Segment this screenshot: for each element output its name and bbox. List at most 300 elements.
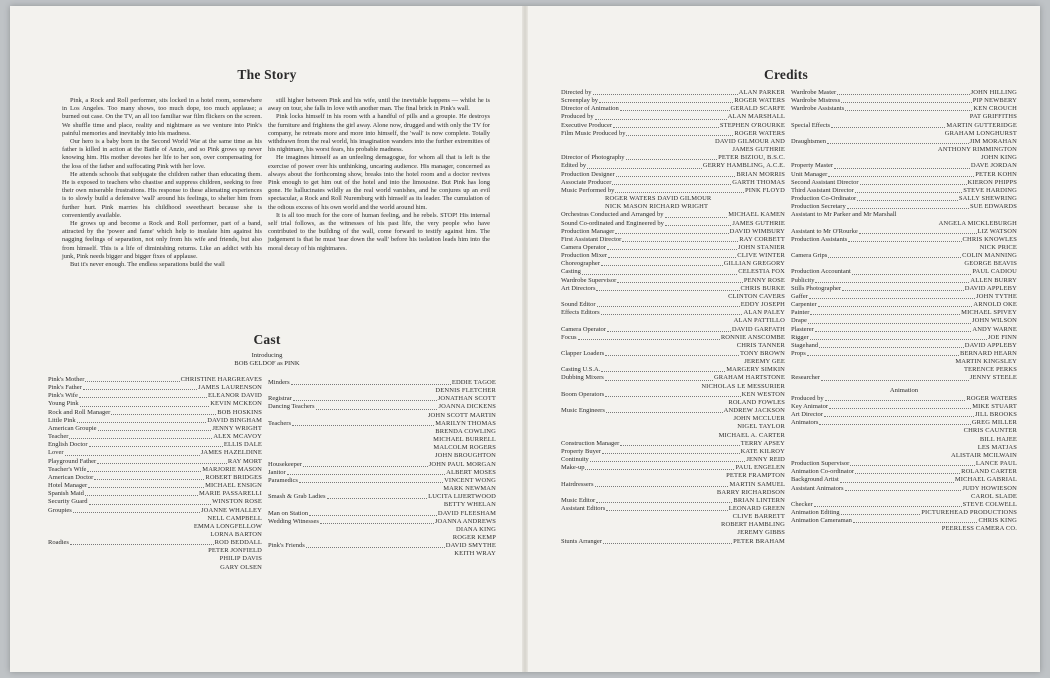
left-page	[10, 6, 524, 672]
credit-row	[561, 440, 785, 448]
credit-row	[561, 538, 785, 546]
credit-role: Focus	[561, 333, 577, 341]
dot-leader	[605, 380, 713, 381]
credit-role: Publicity	[791, 276, 815, 284]
story-paragraph: He grows up and become a Rock and Roll performer, part of a band, attracted by the 'power and fame' which help to insulate him against his nagging feelings of separation, not only from his wife and friends, but also from himself. This is a life of diminishing returns. Like an addict with his junk, Pink needs bigger and bigger fixes of applause.	[62, 220, 262, 260]
credit-name: PINK FLOYD	[745, 186, 785, 194]
credit-row	[561, 105, 785, 113]
credit-role: Production Mixer	[561, 252, 608, 260]
credit-name: PAUL ENGELEN	[735, 464, 785, 472]
credit-row	[561, 334, 785, 342]
credit-role: Researcher	[791, 374, 820, 382]
story-heading: The Story	[237, 67, 297, 82]
credit-name: KEVIN MCKEON	[210, 400, 262, 408]
credit-role: Choreographer	[561, 260, 600, 268]
credit-row	[268, 461, 496, 469]
dot-leader	[847, 208, 969, 209]
credit-role: Director of Animation	[561, 105, 619, 113]
credit-name: JOHN SCOTT MARTIN	[427, 411, 496, 419]
credit-row	[48, 466, 262, 474]
dot-leader	[626, 135, 733, 136]
dot-leader	[606, 412, 723, 413]
dot-leader	[88, 487, 204, 488]
credit-role: Clapper Loaders	[561, 350, 605, 357]
dot-leader	[827, 143, 969, 144]
credit-row	[561, 285, 785, 293]
credit-role: Animation Editing	[791, 508, 840, 516]
credit-name: KEITH WRAY	[454, 550, 496, 558]
credit-name: ANTHONY RIMMINGTON	[937, 146, 1017, 154]
credit-name: DAVID FLEESHAM	[437, 509, 496, 517]
credit-row	[48, 433, 262, 441]
credit-row	[268, 379, 496, 387]
credit-name: GREG MILLER	[971, 419, 1017, 427]
credit-name: CLIVE WINTER	[737, 252, 785, 260]
credit-role: Drape	[791, 317, 807, 325]
credit-name: ROGER KEMP	[452, 533, 496, 541]
credit-row	[561, 260, 785, 268]
credit-name: NIGEL TAYLOR	[737, 423, 785, 431]
credit-name: JOHN STANIER	[738, 243, 785, 251]
credit-row	[561, 497, 785, 505]
credit-name: JOHN BROUGHTON	[434, 452, 496, 460]
dot-leader	[859, 233, 977, 234]
dot-leader	[814, 506, 962, 507]
credit-name: ALAN PALEY	[743, 309, 785, 317]
credit-role: Special Effects	[791, 121, 831, 129]
credit-name: LANCE PAUL	[975, 460, 1017, 468]
dot-leader	[665, 217, 728, 218]
credit-name: COLIN MANNING	[962, 252, 1017, 260]
programme-spread	[10, 6, 1040, 672]
credit-role: Pink's Wife	[48, 392, 78, 400]
credit-row	[48, 392, 262, 400]
dot-leader	[596, 502, 732, 503]
credit-name: LEONARD GREEN	[728, 504, 785, 512]
credit-role: Production Secretary	[791, 203, 846, 211]
dot-leader	[97, 463, 227, 464]
credit-name: JENNY REID	[746, 456, 785, 464]
credit-name: STEVE HARDING	[963, 186, 1017, 194]
dot-leader	[841, 514, 921, 515]
credit-name: TONY BROWN	[739, 350, 785, 357]
credit-role: Plasterer	[791, 325, 814, 333]
dot-leader	[79, 397, 207, 398]
dot-leader	[860, 184, 967, 185]
credit-role: Playground Father	[48, 457, 97, 465]
credit-name: ROGER WATERS	[966, 394, 1017, 402]
credit-name: DAVID SMYTHE	[445, 542, 496, 550]
credit-name: DAVID APPLEBY	[964, 284, 1017, 292]
credit-role: Production Assistants	[791, 235, 848, 243]
dot-leader	[293, 400, 437, 401]
dot-leader	[815, 331, 972, 332]
credit-row	[791, 309, 1017, 317]
credit-row	[561, 456, 785, 464]
credit-name: CHRIS BURKE	[740, 284, 785, 292]
dot-leader	[601, 371, 725, 372]
dot-leader	[292, 425, 434, 426]
credit-role: Security Guard	[48, 498, 88, 506]
credit-name: MALCOLM ROGERS	[433, 444, 496, 452]
credit-name: DAVID WIMBURY	[729, 227, 785, 235]
credit-name: JOHN PAUL MORGAN	[428, 460, 496, 468]
credit-role: Animation Cameraman	[791, 517, 852, 525]
credit-role: Spanish Maid	[48, 490, 84, 498]
credit-row	[561, 187, 785, 195]
dot-leader	[821, 380, 969, 381]
credit-name: PETER FRAMPTON	[726, 472, 785, 480]
dot-leader	[815, 282, 969, 283]
credit-name: PICTUREHEAD PRODUCTIONS	[921, 508, 1017, 516]
dot-leader	[622, 241, 738, 242]
credit-role: Registrar	[268, 395, 292, 403]
credit-role: Art Directors	[561, 284, 596, 292]
credit-row	[791, 138, 1017, 146]
credit-name: BILL HAJEE	[979, 435, 1017, 443]
credit-name: JIM MORAHAN	[969, 137, 1017, 145]
credit-row	[561, 481, 785, 489]
credit-name: JILL BROOKS	[974, 411, 1017, 419]
credit-role: Production Accountant	[791, 268, 851, 276]
credit-name: MARTIN KINGSLEY	[955, 358, 1017, 366]
credit-name: ROD BEDDALL	[214, 539, 262, 547]
credit-name: GRAHAM LONGHURST	[944, 129, 1017, 137]
cast-column-2	[268, 379, 496, 558]
dot-leader	[608, 257, 736, 258]
credit-name: ARNOLD OKE	[973, 301, 1017, 309]
credit-role: Hotel Manager	[48, 482, 88, 490]
credit-row	[791, 277, 1017, 285]
credit-row	[48, 458, 262, 466]
credit-row	[791, 187, 1017, 195]
dot-leader	[845, 110, 972, 111]
credit-row	[791, 350, 1017, 358]
dot-leader	[73, 512, 200, 513]
credit-name: KIERON PHIPPS	[967, 178, 1017, 186]
credit-name: DENNIS FLETCHER	[435, 387, 496, 395]
dot-leader	[848, 241, 961, 242]
credit-name: PHILIP DAVIS	[219, 555, 262, 563]
credit-role: Music Performed by	[561, 186, 615, 194]
credit-name: CHRIS KNOWLES	[962, 235, 1017, 243]
credit-name: MICHAEL ENSIGN	[205, 482, 262, 490]
credit-name: NELL CAMPBELL	[207, 514, 262, 522]
dot-leader	[287, 474, 445, 475]
dot-leader	[615, 192, 744, 193]
section-subheading: Assistant to Mr Parker and Mr Marshall	[791, 211, 897, 219]
credit-role: Wardrobe Master	[791, 89, 837, 96]
credit-role: Second Assistant Director	[791, 178, 859, 186]
credit-name: CELESTIA FOX	[738, 268, 785, 276]
story-paragraph: But it's never enough. The endless separations build the wall	[70, 261, 225, 269]
cast-heading: Cast	[253, 332, 281, 347]
credit-row	[791, 228, 1017, 236]
credit-role: Man on Station	[268, 509, 309, 517]
credit-role: Wardrobe Assistants	[791, 105, 845, 113]
credit-name: KEN WESTON	[741, 390, 785, 398]
credit-row	[48, 417, 262, 425]
credit-name: ELLIS DALE	[223, 441, 262, 449]
credit-name: MARILYN THOMAS	[435, 419, 496, 427]
story-paragraph: He attends schools that subjugate the children rather than educating them. He is exposed to teachers who chastise and suppress children, seeking to free their own miserable frustrations. His response to these alienating experiences is to slowly build a defensive 'wall' around his feelings, to shelter him from further hurt. Pink marries his childhood sweetheart because she is conveniently available.	[62, 170, 262, 219]
credit-name: BARRY RICHARDSON	[716, 488, 785, 496]
credit-name: VINCENT WONG	[444, 476, 496, 484]
credit-name-group: ROGER WATERS DAVID GILMOUR	[605, 195, 712, 203]
credit-row	[791, 97, 1017, 105]
credit-name: DAVID BINGHAM	[207, 416, 262, 424]
dot-leader	[841, 102, 972, 103]
dot-leader	[845, 490, 962, 491]
credit-name: ANDY WARNE	[972, 325, 1017, 333]
credit-role: First Assistant Director	[561, 235, 622, 243]
dot-leader	[595, 119, 727, 120]
credit-role: Production Supervisor	[791, 460, 850, 468]
dot-leader	[593, 94, 738, 95]
credit-row	[791, 171, 1017, 179]
credit-name: DAVID GILMOUR AND	[715, 137, 785, 145]
credit-name: JONATHAN SCOTT	[437, 395, 496, 403]
dot-leader	[617, 282, 743, 283]
credit-role: Teachers	[268, 419, 292, 427]
credit-name: GILLIAN GREGORY	[723, 260, 785, 268]
credit-role: Stunts Arranger	[561, 537, 602, 545]
dot-leader	[85, 381, 179, 382]
dot-leader	[602, 453, 740, 454]
dot-leader	[810, 339, 987, 340]
credit-name: KATE KILROY	[740, 447, 785, 455]
credit-role: Directed by	[561, 89, 592, 96]
dot-leader	[819, 347, 964, 348]
dot-leader	[291, 384, 451, 385]
credit-role: Screenplay by	[561, 97, 599, 105]
credit-name: GEORGE BEAVIS	[964, 260, 1017, 268]
credit-role: Paramedics	[268, 476, 298, 484]
credit-name: MICHAEL BURRELL	[433, 436, 496, 444]
credit-row	[48, 507, 262, 515]
credit-name: JOANNA DICKENS	[438, 403, 496, 411]
credit-role: Draughtsmen	[791, 137, 827, 145]
credit-name: JAMES HAZELDINE	[200, 449, 262, 457]
credit-role: Unit Manager	[791, 170, 828, 178]
credit-name: KEN CROUCH	[973, 105, 1017, 113]
dot-leader	[590, 461, 746, 462]
credit-row	[791, 395, 1017, 403]
dot-leader	[607, 249, 737, 250]
credit-row	[48, 490, 262, 498]
dot-leader	[819, 424, 970, 425]
credit-name: EDDIE TAGOE	[451, 379, 496, 386]
credit-role: Teacher's Wife	[48, 465, 87, 473]
credit-role: Gaffer	[791, 292, 808, 300]
dot-leader	[809, 298, 975, 299]
credit-role: Assistant Animators	[791, 484, 844, 492]
dot-leader	[807, 355, 959, 356]
credit-role: Director of Photography	[561, 154, 625, 162]
credit-name: ROBERT BRIDGES	[205, 473, 262, 481]
dot-leader	[89, 446, 223, 447]
credit-role: Production Co-Ordinator	[791, 195, 857, 203]
credit-name: PENNY ROSE	[743, 276, 785, 284]
dot-leader	[327, 498, 428, 499]
credit-name: GERALD SCARFE	[730, 105, 785, 113]
credit-role: Edited by	[561, 162, 587, 170]
credit-name: LUCITA LIJERTWOOD	[428, 493, 496, 501]
credit-row	[561, 350, 785, 358]
credit-role: Animators	[791, 419, 819, 427]
credit-row	[561, 228, 785, 236]
credit-name: ALLEN BURRY	[970, 276, 1017, 284]
credit-name: CHRISTINE HARGREAVES	[180, 376, 262, 383]
credit-name: JOANNA ANDREWS	[434, 517, 496, 525]
dot-leader	[299, 482, 443, 483]
credit-role: Effects Editors	[561, 309, 600, 317]
credit-role: Camera Operator	[561, 325, 606, 333]
credit-row	[48, 384, 262, 392]
dot-leader	[587, 168, 702, 169]
credit-name: STEVE COLWELL	[962, 500, 1017, 508]
dot-leader	[303, 466, 428, 467]
credit-name: JEREMY GEE	[744, 358, 785, 366]
credit-role: Casting U.S.A.	[561, 366, 601, 374]
credit-name: ELEANOR DAVID	[207, 392, 262, 400]
credit-name: RAY MORT	[227, 457, 262, 465]
credit-name: BERNARD HEARN	[959, 350, 1017, 357]
credit-row	[791, 419, 1017, 427]
credit-name: CHRIS TANNER	[736, 341, 785, 349]
credit-name: STEPHEN O'ROURKE	[719, 121, 785, 129]
dot-leader	[828, 257, 961, 258]
credit-role: Stills Photographer	[791, 284, 842, 292]
credit-row	[791, 179, 1017, 187]
credit-name: MARGERY SIMKIN	[726, 366, 785, 374]
credit-name: JOHN KING	[981, 154, 1017, 162]
dot-leader	[855, 473, 960, 474]
credit-role: Music Engineers	[561, 407, 605, 415]
dot-leader	[601, 265, 723, 266]
credit-name: PIP NEWBERY	[972, 97, 1017, 105]
credit-name: EDDY JOSEPH	[740, 301, 785, 309]
dot-leader	[582, 274, 737, 275]
credit-name: MIKE STUART	[972, 402, 1017, 410]
dot-leader	[595, 486, 729, 487]
credit-role: Pink's Father	[48, 384, 82, 392]
credit-role: Teacher	[48, 433, 69, 441]
credit-row	[561, 154, 785, 162]
credit-row	[268, 493, 496, 501]
credit-name: TERRY APSEY	[740, 439, 785, 447]
credit-name: GARY OLSEN	[220, 563, 262, 571]
dot-leader	[596, 290, 739, 291]
credit-name: LIZ WATSON	[977, 227, 1017, 235]
credit-row	[791, 485, 1017, 493]
credit-role: Dubbing Mixers	[561, 374, 604, 382]
credit-row	[48, 376, 262, 384]
credit-role: Executive Producer	[561, 121, 613, 129]
credit-row	[561, 211, 785, 219]
dot-leader	[601, 314, 743, 315]
dot-leader	[855, 192, 962, 193]
credit-role: Hairdressers	[561, 480, 594, 488]
credit-row	[791, 342, 1017, 350]
credit-row	[561, 113, 785, 121]
credit-row	[561, 277, 785, 285]
credit-row	[268, 518, 496, 526]
credit-name: ALAN PARKER	[738, 89, 785, 96]
credit-role: Music Editor	[561, 496, 596, 504]
credits-column-1	[561, 89, 785, 546]
credit-name: PETER KOHN	[975, 170, 1017, 178]
credit-name: DIANA KING	[456, 525, 496, 533]
introducing-star: BOB GELDOF as PINK	[234, 360, 300, 367]
dot-leader	[597, 306, 740, 307]
story-paragraph: It is all too much for the core of human feeling, and he rebels. STOP! His internal self trial follows, as the witnesses of his past life, the very people who have contributed to the building of the wall, come forward to testify against him. The judgement is that he must 'tear down the wall' before his isolation leads him into the moral decay of his nightmares.	[268, 211, 490, 252]
dot-leader	[620, 445, 739, 446]
credit-name: RONNIE ANSCOMBE	[720, 333, 785, 341]
credit-name: CLIVE BARRETT	[732, 513, 785, 521]
credit-name: JENNY STEELE	[969, 374, 1017, 382]
dot-leader	[83, 389, 197, 390]
credit-name: RAY CORBETT	[739, 235, 785, 243]
dot-leader	[620, 110, 730, 111]
credit-role: Produced by	[791, 394, 824, 402]
credit-row	[791, 105, 1017, 113]
story-paragraph: Pink, a Rock and Roll performer, sits locked in a hotel room, somewhere in Los Angeles. Too many shows, too much dope, too much applause; a burned out case. On the TV, an all too familiar war film flickers on the screen. We shuffle time and place, reality and nightmare as we venture into Pink's painful memories and inevitably into his madness.	[62, 97, 262, 137]
credit-role: Stagehand	[791, 341, 819, 349]
credit-row	[561, 220, 785, 228]
credit-role: Rigger	[791, 333, 809, 341]
dot-leader	[837, 94, 969, 95]
credit-row	[561, 236, 785, 244]
dot-leader	[834, 168, 970, 169]
credit-row	[268, 477, 496, 485]
credit-name: BRENDA COWLING	[435, 427, 496, 435]
credit-name: JEREMY GIBBS	[737, 529, 785, 537]
introducing-label: Introducing	[251, 352, 283, 359]
credit-row	[791, 236, 1017, 244]
dot-leader	[606, 510, 727, 511]
credit-role: Lover	[48, 449, 64, 457]
credit-role: Props	[791, 350, 806, 357]
credit-row	[561, 391, 785, 399]
dot-leader	[828, 176, 974, 177]
credit-name: MARIE PASSARELLI	[198, 490, 262, 498]
dot-leader	[77, 422, 207, 423]
dot-leader	[665, 225, 731, 226]
dot-leader	[810, 314, 960, 315]
credit-role: Boom Operators	[561, 390, 605, 398]
credit-row	[791, 374, 1017, 382]
credit-row	[268, 395, 496, 403]
credit-row	[48, 539, 262, 547]
dot-leader	[824, 416, 974, 417]
credit-row	[561, 89, 785, 97]
credit-row	[791, 476, 1017, 484]
credit-row	[561, 252, 785, 260]
credit-role: Film Music Produced by	[561, 129, 626, 137]
credit-row	[791, 403, 1017, 411]
story-column-2	[268, 97, 490, 253]
credit-row	[561, 326, 785, 334]
credit-row	[48, 425, 262, 433]
credit-role: Carpenter	[791, 301, 817, 309]
credit-row	[791, 509, 1017, 517]
credit-name: MICHAEL A. CARTER	[718, 431, 785, 439]
credit-row	[561, 130, 785, 138]
dot-leader	[603, 543, 732, 544]
credit-role: Property Buyer	[561, 447, 601, 455]
credit-role: Roadies	[48, 539, 69, 547]
